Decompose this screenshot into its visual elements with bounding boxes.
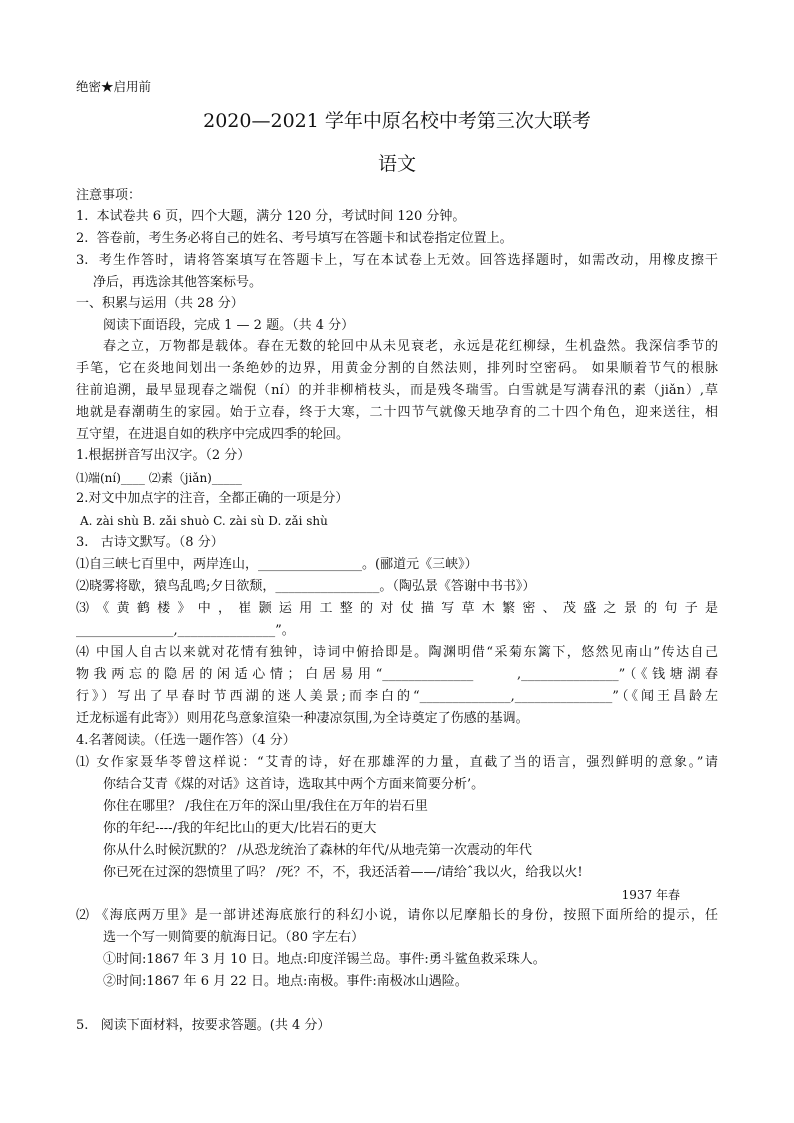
passage-line: 往前追溯，最早显现春之端倪（ní）的并非柳梢枝头，而是残冬瑞雪。白雪就是写满春汛的素（jiǎn）,草 — [76, 383, 718, 398]
secret-label: 绝密★启用前 — [76, 79, 152, 94]
question-3-item: ⑷ 中国人自古以来就对花情有独钟，诗词中俯拾即是。陶渊明借“采菊东篱下，悠然见南山”传达自己 — [76, 645, 718, 660]
question-3-item: ⑴自三峡七百里中，两岸连山，________________。(郦道元《三峡》） — [76, 557, 478, 572]
question-5: 5. 阅读下面材料，按要求答题。(共 4 分） — [76, 1018, 331, 1033]
question-3: 3. 古诗文默写。（8 分） — [76, 535, 224, 550]
notice-item-3: 3. 考生作答时，请将答案填写在答题卡上，写在本试卷上无效。回答选择题时，如需改动，用橡皮擦干 — [76, 253, 718, 268]
question-3-item: 物我两忘的隐居的闲适心情；白居易用“______________ ,_______________”（《钱塘湖春 — [76, 667, 718, 682]
question-4-part-1: 你结合艾青《煤的对话》这首诗，选取其中两个方面来简要分析’。 — [103, 777, 485, 792]
exam-title: 2020—2021 学年中原名校中考第三次大联考 — [203, 110, 591, 132]
question-2: 2.对文中加点字的注音，全都正确的一项是分） — [76, 491, 349, 506]
passage-line: 互守望，在进退自如的秩序中完成四季的轮回。 — [76, 427, 350, 442]
poem-line: 你已死在过深的怨愤里了吗？ /死？不，不，我还活着——/请给ˆ我以火，给我以火! — [103, 865, 583, 880]
poem-line: 你的年纪----/我的年纪比山的更大/比岩石的更大 — [103, 821, 377, 836]
notice-item-3-cont: 净后，再选涂其他答案标号。 — [93, 275, 263, 290]
passage-line: 地就是春潮萌生的家园。始于立春，终于大寒，二十四节气就像天地孕育的二十四个角色，迎来送往，相 — [76, 405, 718, 420]
question-3-item: ⑶《黄鹤楼》中，崔颢运用工整的对仗描写草木繁密、茂盛之景的句子是 — [76, 601, 718, 616]
question-1: 1.根据拼音写出汉字。（2 分） — [76, 448, 251, 463]
question-1-items: ⑴端(ní)____ ⑵素（jiǎn)_____ — [76, 471, 242, 485]
poem-line: 你住在哪里？ /我住在万年的深山里/我住在万年的岩石里 — [103, 799, 428, 814]
question-3-item: _______________,_______________”。 — [76, 623, 295, 638]
reading-instruction: 阅读下面语段，完成 1 — 2 题。（共 4 分） — [103, 318, 355, 333]
question-4-part-2: 选一个写一则简要的航海日记。（80 字左右） — [103, 930, 365, 945]
question-4-part-2: ②时间:1867 年 6 月 22 日。地点:南极。事件:南极冰山遇险。 — [103, 974, 468, 989]
notice-item-1: 1. 本试卷共 6 页，四个大题，满分 120 分，考试时间 120 分钟。 — [76, 209, 466, 224]
question-3-item: ⑵晓雾将歇，猿鸟乱鸣;夕日欲颓，________________。（陶弘景《答谢中书书》） — [76, 579, 536, 594]
question-4-part-1: ⑴ 女作家聂华苓曾这样说：“艾青的诗，好在那雄浑的力量，直截了当的语言，强烈鲜明的意象。”请 — [76, 755, 718, 770]
poem-date: 1937 年春 — [621, 888, 680, 902]
passage-line: 春之立，万物都是载体。春在无数的轮回中从未见衰老，永远是花红柳绿，生机盎然。我深信季节的 — [103, 339, 718, 354]
subject-title: 语文 — [377, 153, 416, 175]
question-4-part-2: ⑵ 《海底两万里》是一部讲述海底旅行的科幻小说，请你以尼摩船长的身份，按照下面所给的提示，任 — [76, 908, 718, 923]
question-4: 4.名著阅读。（任选一题作答）（4 分） — [76, 733, 296, 748]
notice-heading: 注意事项： — [76, 188, 142, 203]
passage-line: 手笔，它在炎地间划出一条绝妙的边界，用黄金分割的自然法则，排列时空密码。 如果顺着节气的根脉 — [76, 361, 718, 376]
section-heading: 一、积累与运用（共 28 分） — [76, 296, 244, 311]
question-3-item: 行》）写出了早春时节西湖的迷人美景;而李白的“______________,_______________”（《闻王昌龄左 — [76, 689, 718, 704]
question-3-item: 迁龙标遥有此寄》）则用花鸟意象渲染一种凄凉氛围,为全诗奠定了伤感的基调。 — [76, 711, 529, 726]
poem-line: 你从什么时候沉默的？ /从恐龙统治了森林的年代/从地壳第一次震动的年代 — [103, 843, 532, 858]
question-4-part-2: ①时间:1867 年 3 月 10 日。地点:印度洋锡兰岛。事件:勇斗鲨鱼救采珠人。 — [103, 952, 546, 967]
notice-item-2: 2. 答卷前，考生务必将自己的姓名、考号填写在答题卡和试卷指定位置上。 — [76, 231, 513, 246]
question-2-options: A. zài shù B. zǎi shuò C. zài sù D. zǎi shù — [80, 514, 328, 528]
